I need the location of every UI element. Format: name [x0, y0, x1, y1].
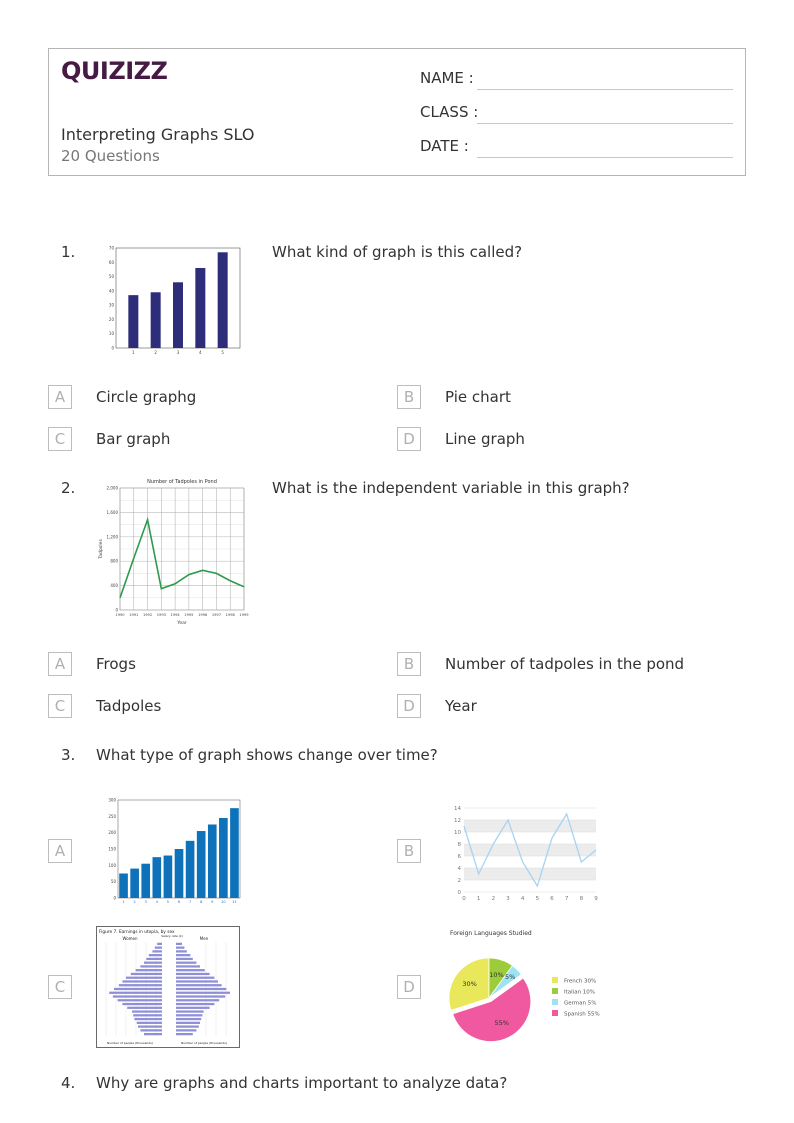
x-tick-label: 1999 — [239, 613, 249, 617]
option-text[interactable]: Bar graph — [96, 430, 171, 448]
bar-women — [126, 977, 162, 979]
series-label: Women — [122, 936, 138, 941]
x-axis-label-right: Number of people (thousands) — [181, 1041, 227, 1045]
bar — [141, 864, 150, 898]
figure-frame — [97, 927, 240, 1048]
x-tick-label: 2 — [133, 900, 136, 904]
x-tick-label: 8 — [200, 900, 203, 904]
option-text[interactable]: Number of tadpoles in the pond — [445, 655, 685, 673]
bar — [175, 849, 184, 898]
option-letter[interactable]: B — [397, 652, 421, 676]
bar-women — [155, 947, 162, 949]
bar-women — [122, 1003, 162, 1005]
bar-women — [131, 973, 162, 975]
bar-men — [176, 1007, 210, 1009]
bar — [219, 818, 228, 898]
bar-women — [140, 1029, 162, 1031]
center-label: Salary rate (k) — [161, 934, 183, 938]
y-tick-label: 10 — [454, 830, 461, 836]
bar-men — [176, 947, 184, 949]
option-letter[interactable]: D — [397, 427, 421, 451]
bar-men — [176, 977, 214, 979]
bar — [218, 252, 228, 348]
y-tick-label: 0 — [115, 607, 118, 613]
worksheet-title: Interpreting Graphs SLO — [61, 125, 255, 144]
bar-men — [176, 988, 226, 990]
bar-chart-q1 — [106, 244, 244, 356]
bar-men — [176, 999, 219, 1001]
bar-men — [176, 1029, 196, 1031]
bar-women — [140, 965, 162, 967]
x-tick-label: 2 — [491, 896, 496, 902]
option-letter[interactable]: B — [397, 839, 421, 863]
legend-swatch — [552, 977, 558, 983]
x-tick-label: 6 — [550, 896, 554, 902]
bar-men — [176, 950, 187, 952]
question-number: 2. — [61, 479, 76, 497]
option-text[interactable]: Frogs — [96, 655, 136, 673]
option-text[interactable]: Pie chart — [445, 388, 511, 406]
y-tick-label: 30 — [108, 302, 114, 308]
bar-men — [176, 992, 230, 994]
option-letter[interactable]: A — [48, 385, 72, 409]
y-tick-label: 2,000 — [106, 485, 118, 491]
y-tick-label: 400 — [110, 583, 118, 589]
date-label: DATE : — [420, 137, 469, 155]
x-tick-label: 9 — [594, 896, 598, 902]
name-label: NAME : — [420, 69, 474, 87]
x-tick-label: 1 — [132, 350, 135, 355]
bar-women — [138, 1025, 162, 1027]
bar-women — [136, 969, 162, 971]
bar-men — [176, 1014, 202, 1016]
bar-women — [149, 954, 162, 956]
class-label: CLASS : — [420, 103, 479, 121]
x-tick-label: 5 — [221, 350, 224, 355]
quizizz-logo: QUIZIZZ — [61, 57, 168, 85]
option-text[interactable]: Tadpoles — [96, 697, 162, 715]
question-text: What type of graph shows change over time? — [96, 746, 438, 764]
legend-label: German 5% — [564, 1000, 597, 1007]
x-tick-label: 1991 — [129, 613, 139, 617]
bar-men — [176, 965, 200, 967]
bar-women — [137, 1022, 162, 1024]
question-text: Why are graphs and charts important to analyze data? — [96, 1074, 508, 1092]
option-letter[interactable]: C — [48, 975, 72, 999]
bar-women — [144, 962, 162, 964]
x-axis-label-left: Number of people (thousands) — [107, 1041, 153, 1045]
bar-men — [176, 984, 222, 986]
bar-women — [119, 984, 162, 986]
slice-label: 55% — [494, 1018, 509, 1027]
bar-women — [118, 999, 162, 1001]
bar — [130, 869, 139, 898]
bar-men — [176, 1018, 201, 1020]
y-tick-label: 70 — [108, 245, 114, 251]
bar-men — [176, 943, 182, 945]
x-tick-label: 1996 — [198, 613, 208, 617]
bar-women — [134, 1018, 162, 1020]
y-tick-label: 0 — [113, 895, 116, 901]
y-tick-label: 0 — [111, 345, 114, 351]
legend-label: Spanish 55% — [564, 1011, 600, 1018]
line-chart-option-b[interactable] — [448, 802, 604, 904]
slice-label: 30% — [462, 979, 477, 988]
x-tick-label: 1 — [476, 896, 481, 902]
y-tick-label: 250 — [108, 813, 116, 819]
x-tick-label: 2 — [154, 350, 157, 355]
x-tick-label: 1994 — [170, 613, 180, 617]
y-tick-label: 8 — [457, 842, 461, 848]
y-tick-label: 1,200 — [106, 534, 118, 540]
chart-title: Figure 7. Earnings in utopia, by sex — [99, 930, 175, 935]
name-field[interactable] — [477, 89, 733, 90]
y-tick-label: 10 — [108, 331, 114, 337]
y-tick-label: 300 — [108, 797, 116, 803]
y-tick-label: 100 — [108, 862, 116, 868]
bar — [152, 857, 161, 898]
y-tick-label: 50 — [108, 274, 114, 280]
bar-women — [152, 950, 162, 952]
population-pyramid-option-c[interactable] — [96, 926, 240, 1048]
x-tick-label: 3 — [506, 896, 510, 902]
legend-swatch — [552, 1010, 558, 1016]
option-letter[interactable]: A — [48, 839, 72, 863]
legend-swatch — [552, 988, 558, 994]
option-letter[interactable]: D — [397, 975, 421, 999]
bar-men — [176, 1025, 199, 1027]
bar-men — [176, 958, 193, 960]
legend-swatch — [552, 999, 558, 1005]
question-text: What is the independent variable in this graph? — [272, 479, 630, 497]
y-tick-label: 2 — [457, 878, 461, 884]
bar-women — [144, 1033, 162, 1035]
y-tick-label: 0 — [457, 890, 461, 896]
question-number: 3. — [61, 746, 76, 764]
class-field[interactable] — [477, 123, 733, 124]
grid-band — [464, 820, 596, 832]
x-tick-label: 8 — [579, 896, 584, 902]
slice-label: 10% — [489, 971, 504, 980]
x-tick-label: 3 — [176, 350, 180, 355]
bar — [195, 268, 205, 348]
y-tick-label: 200 — [108, 830, 116, 836]
question-count: 20 Questions — [61, 147, 160, 165]
bar-chart-option-a[interactable] — [106, 796, 244, 906]
y-tick-label: 6 — [457, 854, 461, 860]
bar — [128, 295, 138, 348]
bar-men — [176, 1003, 214, 1005]
legend-label: French 30% — [564, 978, 597, 985]
option-letter[interactable]: B — [397, 385, 421, 409]
y-tick-label: 20 — [108, 316, 114, 322]
x-tick-label: 10 — [221, 900, 226, 904]
bar-women — [127, 1007, 162, 1009]
x-tick-label: 5 — [535, 896, 540, 902]
x-tick-label: 0 — [462, 896, 466, 902]
chart-title: Foreign Languages Studied — [450, 930, 532, 937]
question-number: 4. — [61, 1074, 76, 1092]
x-tick-label: 5 — [166, 900, 170, 904]
bar-men — [176, 954, 190, 956]
x-tick-label: 1998 — [225, 613, 235, 617]
x-axis-label: Year — [177, 621, 187, 626]
x-tick-label: 4 — [520, 896, 525, 902]
bar-men — [176, 1033, 193, 1035]
y-tick-label: 800 — [110, 558, 118, 564]
bar-women — [146, 958, 162, 960]
option-letter[interactable]: A — [48, 652, 72, 676]
option-letter[interactable]: C — [48, 694, 72, 718]
bar-women — [122, 980, 162, 982]
x-tick-label: 1992 — [142, 613, 153, 617]
bar — [197, 831, 206, 898]
bar-women — [109, 992, 162, 994]
y-axis-label: Tadpoles — [99, 539, 104, 559]
pie-chart-option-d[interactable] — [444, 926, 614, 1048]
y-tick-label: 60 — [108, 259, 114, 265]
x-tick-label: 1997 — [211, 613, 222, 617]
bar-men — [176, 962, 196, 964]
bar — [173, 282, 183, 348]
bar — [151, 292, 161, 348]
option-text[interactable]: Line graph — [445, 430, 525, 448]
y-tick-label: 1,600 — [106, 509, 118, 515]
bar-men — [176, 973, 210, 975]
x-tick-label: 6 — [177, 900, 181, 904]
bar-women — [113, 995, 162, 997]
bar-women — [133, 1014, 162, 1016]
chart-title: Number of Tadpoles in Pond — [147, 479, 217, 485]
bar-men — [176, 969, 205, 971]
slice-label: 5% — [505, 972, 516, 981]
bar-men — [176, 980, 218, 982]
bar — [186, 841, 195, 898]
y-tick-label: 40 — [108, 288, 114, 294]
x-tick-label: 1993 — [156, 613, 166, 617]
y-tick-label: 150 — [108, 846, 116, 852]
series-label: Men — [199, 936, 209, 941]
x-tick-label: 4 — [155, 900, 158, 904]
y-tick-label: 14 — [454, 806, 461, 812]
bar — [164, 856, 173, 898]
question-number: 1. — [61, 243, 76, 261]
bar-men — [176, 1022, 200, 1024]
x-tick-label: 11 — [232, 900, 237, 904]
option-letter[interactable]: D — [397, 694, 421, 718]
bar — [230, 808, 239, 898]
x-tick-label: 1 — [122, 900, 125, 904]
bar-women — [114, 988, 162, 990]
bar-women — [132, 1010, 162, 1012]
bar — [208, 825, 217, 899]
option-text[interactable]: Year — [445, 697, 477, 715]
date-field[interactable] — [477, 157, 733, 158]
x-tick-label: 7 — [188, 900, 192, 904]
bar-women — [157, 943, 162, 945]
bar — [119, 874, 128, 899]
option-text[interactable]: Circle graphg — [96, 388, 197, 406]
y-tick-label: 50 — [110, 879, 116, 885]
line-chart-q2 — [96, 476, 252, 628]
x-tick-label: 4 — [199, 350, 202, 355]
legend-label: Italian 10% — [564, 989, 596, 996]
question-text: What kind of graph is this called? — [272, 243, 523, 261]
x-tick-label: 9 — [211, 900, 214, 904]
x-tick-label: 7 — [564, 896, 569, 902]
bar-men — [176, 1010, 204, 1012]
worksheet-header — [48, 48, 746, 176]
y-tick-label: 4 — [457, 866, 461, 872]
x-tick-label: 3 — [144, 900, 147, 904]
x-tick-label: 1990 — [115, 613, 125, 617]
x-tick-label: 1995 — [184, 613, 194, 617]
y-tick-label: 12 — [454, 818, 461, 824]
bar-men — [176, 995, 225, 997]
option-letter[interactable]: C — [48, 427, 72, 451]
